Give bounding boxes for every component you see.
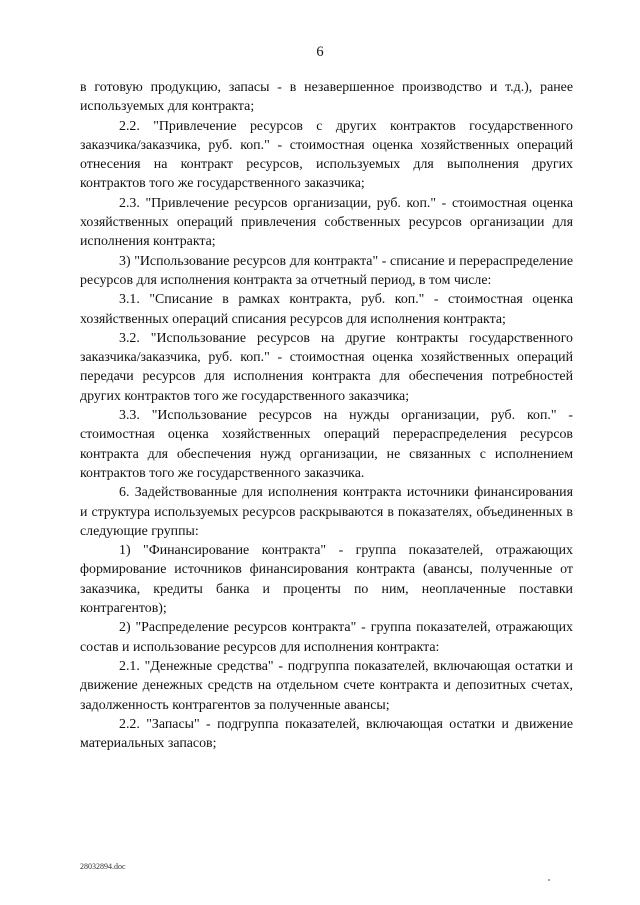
paragraph: 3) "Использование ресурсов для контракта" - списание и перераспределение ресурсов для исполнения контракта за отчетный период, в том числе: [80,253,573,288]
paragraph: 1) "Финансирование контракта" - группа показателей, отражающих формирование источников финансирования контракта (авансы, полученные от заказчика, кредиты банка и проценты по ним, неоплаченные поставки контрагентов); [80,543,573,617]
paragraph: 3.2. "Использование ресурсов на другие контракты государственного заказчика/заказчика, руб. коп." - стоимостная оценка хозяйственных операций передачи ресурсов для исполнения контракта для обеспечения потребностей других контрактов того же государственного заказчика; [80,330,573,404]
paragraph: 2) "Распределение ресурсов контракта" - группа показателей, отражающих состав и использование ресурсов для исполнения контракта: [80,620,573,655]
paragraph: 2.1. "Денежные средства" - подгруппа показателей, включающая остатки и движение денежных средств на отдельном счете контракта и депозитных счетах, задолженность контрагентов за полученные авансы; [80,658,573,713]
paragraph: 6. Задействованные для исполнения контракта источники финансирования и структура используемых ресурсов раскрываются в показателях, объединенных в следующие группы: [80,485,573,539]
paragraph: 3.3. "Использование ресурсов на нужды организации, руб. коп." - стоимостная оценка хозяйственных операций перераспределения ресурсов контракта для обеспечения нужд организации, не связанных с исполнением контрактов того же государственного заказчика. [80,408,573,481]
paragraph: 2.2. "Запасы" - подгруппа показателей, включающая остатки и движение материальных запасов; [80,716,573,752]
file-reference: 28032894.doc [80,862,126,871]
paragraph: 2.2. "Привлечение ресурсов с других контрактов государственного заказчика/заказчика, руб. коп." - стоимостная оценка хозяйственных операций отнесения на контракт ресурсов, используемых для выполнения других контрактов того же государственного заказчика; [80,118,573,192]
paragraph: 2.3. "Привлечение ресурсов организации, руб. коп." - стоимостная оценка хозяйственных операций привлечения собственных ресурсов организации для исполнения контракта; [80,195,573,250]
page-number: 6 [316,44,324,60]
paragraph: 3.1. "Списание в рамках контракта, руб. коп." - стоимостная оценка хозяйственных операций списания ресурсов для исполнения контракта; [80,292,573,327]
paragraph: в готовую продукцию, запасы - в незавершенное производство и т.д.), ранее используемых для контракта; [80,80,573,115]
document-body [80,78,573,753]
scan-dot [548,879,550,881]
